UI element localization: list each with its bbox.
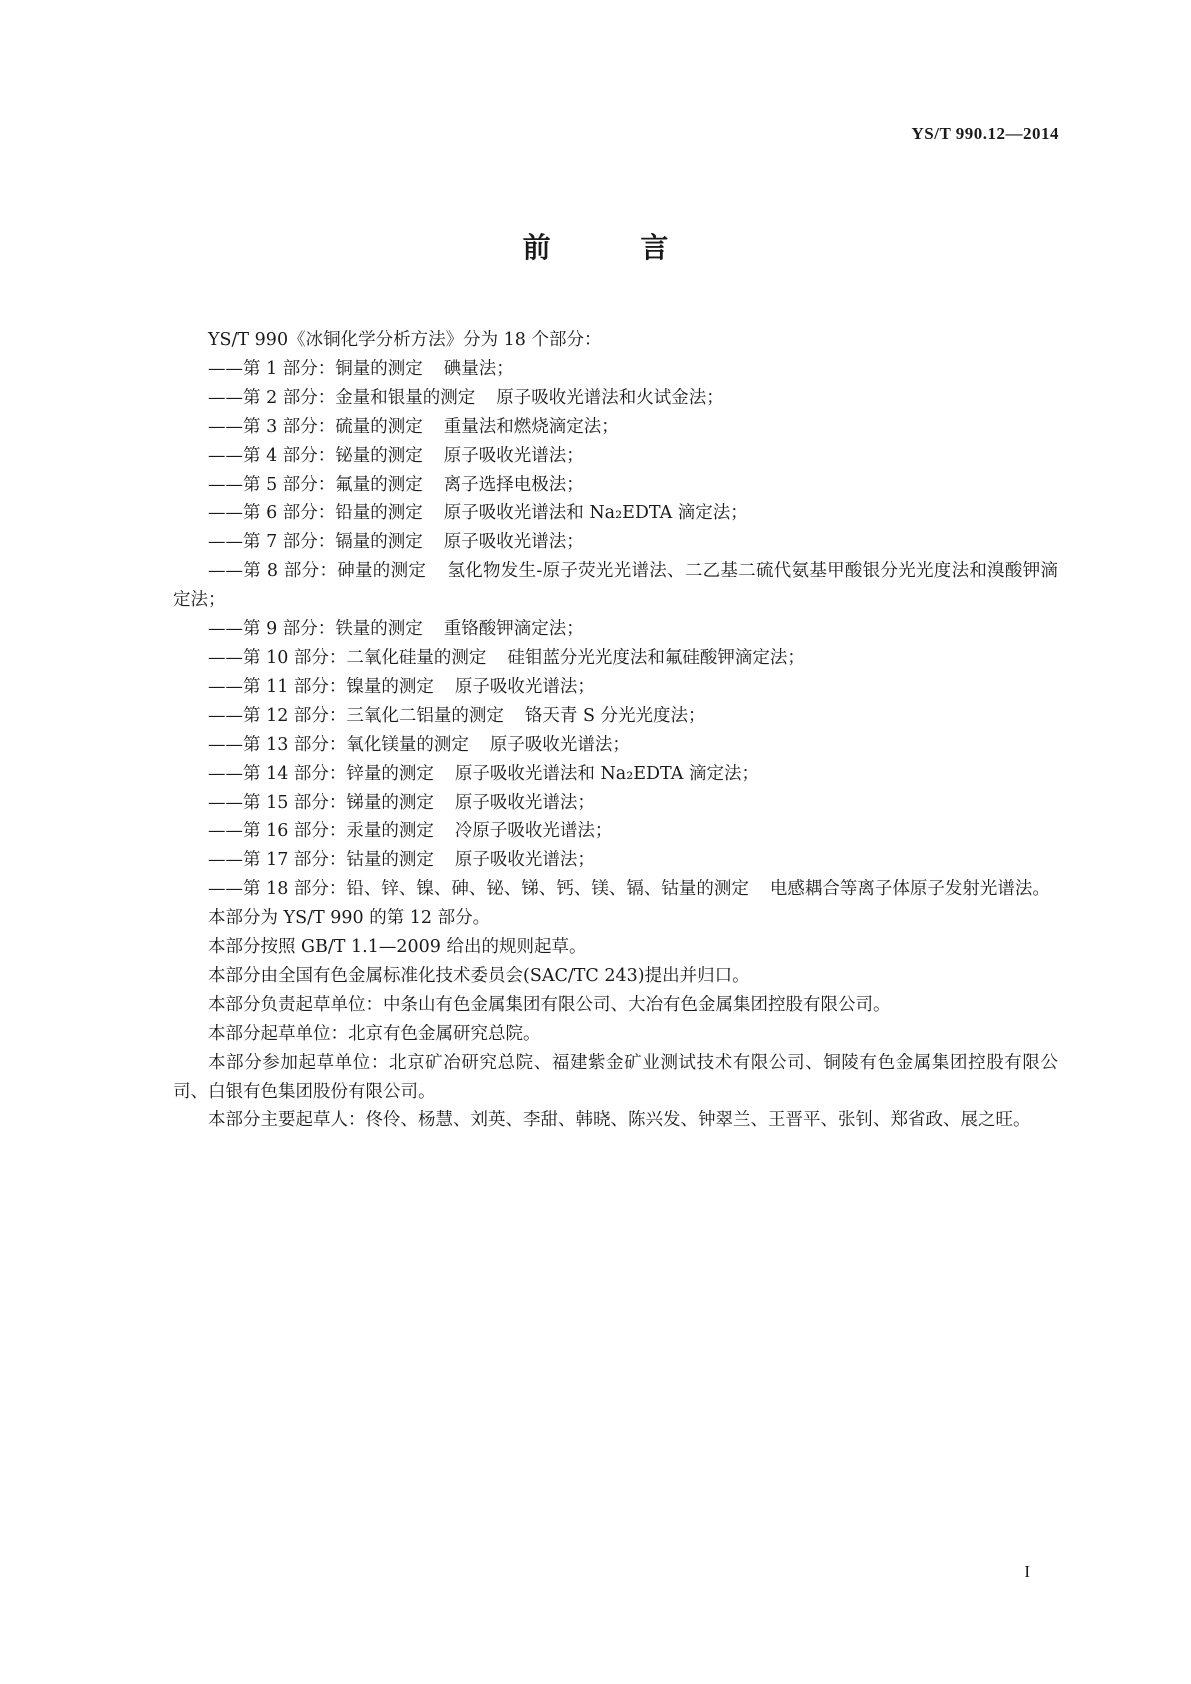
part-method: 重量法和燃烧滴定法；: [443, 416, 619, 437]
part-method: 冷原子吸收光谱法；: [454, 821, 613, 842]
part-prefix: ——第 16 部分：汞量的测定: [208, 821, 434, 842]
part-prefix: ——第 7 部分：镉量的测定: [208, 532, 423, 553]
statement-main-drafters: 本部分主要起草人：佟伶、杨慧、刘英、李甜、韩晓、陈兴发、钟翠兰、王晋平、张钊、郑省政、展之旺。: [208, 1110, 1031, 1131]
part-method: 原子吸收光谱法；: [443, 445, 584, 466]
part-prefix: ——第 10 部分：二氧化硅量的测定: [208, 647, 487, 668]
part-item: [173, 615, 1058, 644]
part-item: [173, 817, 1058, 846]
part-prefix: ——第 17 部分：钴量的测定: [208, 850, 434, 871]
part-prefix: ——第 6 部分：铅量的测定: [208, 503, 423, 524]
part-item: [173, 731, 1058, 760]
part-item: [173, 557, 1058, 615]
statement-drafting-rules: 本部分按照 GB/T 1.1—2009 给出的规则起草。: [208, 937, 587, 958]
part-prefix: ——第 8 部分：砷量的测定: [208, 561, 427, 582]
part-prefix: ——第 14 部分：锌量的测定: [208, 763, 434, 784]
part-item: [173, 355, 1058, 384]
part-method: 碘量法；: [443, 358, 514, 379]
part-prefix: ——第 5 部分：氟量的测定: [208, 474, 423, 495]
part-method: 原子吸收光谱法；: [454, 850, 595, 871]
part-item: [173, 413, 1058, 442]
part-prefix: ——第 3 部分：硫量的测定: [208, 416, 423, 437]
part-method: 原子吸收光谱法；: [454, 676, 595, 697]
part-item: [173, 644, 1058, 673]
part-method: 硅钼蓝分光光度法和氟硅酸钾滴定法；: [507, 647, 805, 668]
part-method: 原子吸收光谱法；: [489, 734, 630, 755]
standard-code: YS/T 990.12—2014: [911, 124, 1059, 143]
part-method: 原子吸收光谱法；: [443, 532, 584, 553]
parts-list: [173, 355, 1058, 904]
statement-proposed-by: 本部分由全国有色金属标准化技术委员会(SAC/TC 243)提出并归口。: [208, 965, 750, 986]
part-prefix: ——第 12 部分：三氧化二铝量的测定: [208, 705, 504, 726]
part-item: [173, 499, 1058, 528]
statement-participating-units: 本部分参加起草单位：北京矿冶研究总院、福建紫金矿业测试技术有限公司、铜陵有色金属集团控股有限公司、白银有色集团股份有限公司。: [173, 1052, 1058, 1102]
part-method: 原子吸收光谱法和 Na₂EDTA 滴定法；: [454, 763, 759, 784]
part-method: 原子吸收光谱法和 Na₂EDTA 滴定法；: [443, 503, 748, 524]
part-method: 原子吸收光谱法和火试金法；: [496, 387, 724, 408]
part-item: [173, 673, 1058, 702]
document-body: [173, 326, 1058, 1135]
page-number: I: [1024, 1562, 1030, 1581]
part-prefix: ——第 11 部分：镍量的测定: [208, 676, 434, 697]
part-item: [173, 471, 1058, 500]
statement-part-of: 本部分为 YS/T 990 的第 12 部分。: [208, 908, 491, 929]
part-item: [173, 875, 1058, 904]
page-title: 前 言: [522, 231, 709, 264]
part-method: 离子选择电极法；: [443, 474, 584, 495]
part-method: 铬天青 S 分光光度法；: [524, 705, 706, 726]
part-method: 电感耦合等离子体原子发射光谱法。: [769, 879, 1050, 900]
part-prefix: ——第 18 部分：铅、锌、镍、砷、铋、锑、钙、镁、镉、钴量的测定: [208, 879, 749, 900]
part-prefix: ——第 4 部分：铋量的测定: [208, 445, 423, 466]
part-item: [173, 789, 1058, 818]
part-prefix: ——第 13 部分：氧化镁量的测定: [208, 734, 469, 755]
part-item: [173, 384, 1058, 413]
part-method: 氢化物发生-原子荧光光谱法、二乙基二硫代氨基甲酸银分光光度法和溴酸钾滴定法；: [173, 561, 1058, 611]
part-prefix: ——第 9 部分：铁量的测定: [208, 619, 423, 640]
part-item: [173, 442, 1058, 471]
part-prefix: ——第 2 部分：金量和银量的测定: [208, 387, 476, 408]
part-item: [173, 702, 1058, 731]
part-item: [173, 528, 1058, 557]
part-prefix: ——第 15 部分：锑量的测定: [208, 792, 434, 813]
part-method: 原子吸收光谱法；: [454, 792, 595, 813]
intro-paragraph: YS/T 990《冰铜化学分析方法》分为 18 个部分：: [208, 330, 602, 350]
part-item: [173, 760, 1058, 789]
statement-responsible-units: 本部分负责起草单位：中条山有色金属集团有限公司、大冶有色金属集团控股有限公司。: [208, 994, 891, 1015]
part-item: [173, 846, 1058, 875]
statement-drafting-unit: 本部分起草单位：北京有色金属研究总院。: [208, 1023, 541, 1044]
part-prefix: ——第 1 部分：铜量的测定: [208, 358, 423, 379]
part-method: 重铬酸钾滴定法；: [443, 619, 584, 640]
